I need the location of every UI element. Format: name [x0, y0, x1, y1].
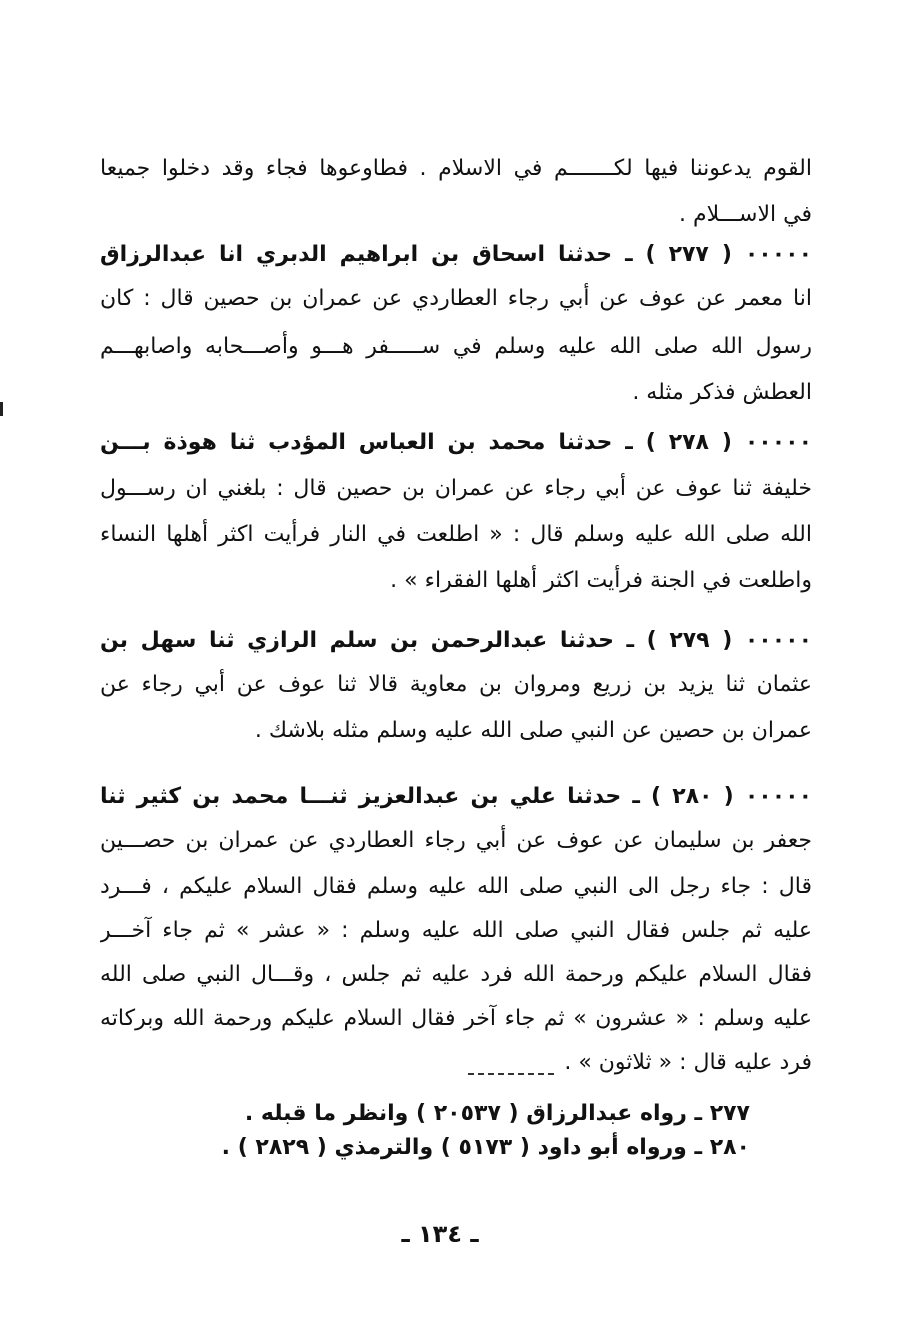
text-line: قال : جاء رجل الى النبي صلى الله عليه وسلم فقال السلام عليكم ، فـــرد — [100, 874, 812, 899]
text-line: فقال السلام عليكم ورحمة الله فرد عليه ثم جلس ، وقـــال النبي صلى الله — [100, 962, 812, 987]
text-line: العطش فذكر مثله . — [632, 380, 812, 405]
hadith-280-heading: ٠٠٠٠٠ ( ٢٨٠ ) ـ حدثنا علي بن عبدالعزيز ثنـــا محمد بن كثير ثنا — [100, 784, 812, 809]
text-line: عليه وسلم : « عشرون » ثم جاء آخر فقال السلام عليكم ورحمة الله وبركاته — [100, 1006, 812, 1031]
text-line: انا معمر عن عوف عن أبي رجاء العطاردي عن عمران بن حصين قال : كان — [100, 286, 812, 311]
text-line: خليفة ثنا عوف عن أبي رجاء عن عمران بن حصين قال : بلغني ان رســـول — [100, 476, 812, 501]
text-line: رسول الله صلى الله عليه وسلم في ســـــفر هـــو وأصـــحابه واصابهـــم — [100, 334, 812, 359]
text-line: جعفر بن سليمان عن عوف عن أبي رجاء العطاردي عن عمران بن حصـــين — [100, 828, 812, 853]
text-line: عليه ثم جلس فقال النبي صلى الله عليه وسلم : « عشر » ثم جاء آخـــر — [100, 918, 812, 943]
text-line: عمران بن حصين عن النبي صلى الله عليه وسلم مثله بلاشك . — [254, 718, 812, 743]
hadith-279-heading: ٠٠٠٠٠ ( ٢٧٩ ) ـ حدثنا عبدالرحمن بن سلم الرازي ثنا سهل بن — [100, 628, 812, 653]
underline-mark — [468, 1073, 554, 1075]
text-line: عثمان ثنا يزيد بن زريع ومروان بن معاوية قالا ثنا عوف عن أبي رجاء عن — [100, 672, 812, 697]
footnote-277: ٢٧٧ ـ رواه عبدالرزاق ( ٢٠٥٣٧ ) وانظر ما قبله . — [244, 1101, 750, 1126]
hadith-278-heading: ٠٠٠٠٠ ( ٢٧٨ ) ـ حدثنا محمد بن العباس المؤدب ثنا هوذة بـــن — [100, 430, 812, 455]
hadith-277-heading: ٠٠٠٠٠ ( ٢٧٧ ) ـ حدثنا اسحاق بن ابراهيم الدبري انا عبدالرزاق — [100, 242, 812, 267]
text-line: الله صلى الله عليه وسلم قال : « اطلعت في النار فرأيت اكثر أهلها النساء — [100, 522, 812, 547]
page-number: ـ ١٣٤ ـ — [401, 1220, 479, 1248]
footnote-280: ٢٨٠ ـ ورواه أبو داود ( ٥١٧٣ ) والترمذي ( ٢٨٢٩ ) . — [221, 1135, 750, 1160]
text-line: في الاســـلام . — [678, 202, 812, 227]
scan-edge-mark — [0, 402, 3, 416]
text-line: واطلعت في الجنة فرأيت اكثر أهلها الفقراء » . — [390, 568, 812, 593]
text-line: القوم يدعوننا فيها لكـــــــم في الاسلام . فطاوعوها فجاء وقد دخلوا جميعا — [100, 156, 812, 181]
text-line: فرد عليه قال : « ثلاثون » . — [564, 1050, 812, 1075]
